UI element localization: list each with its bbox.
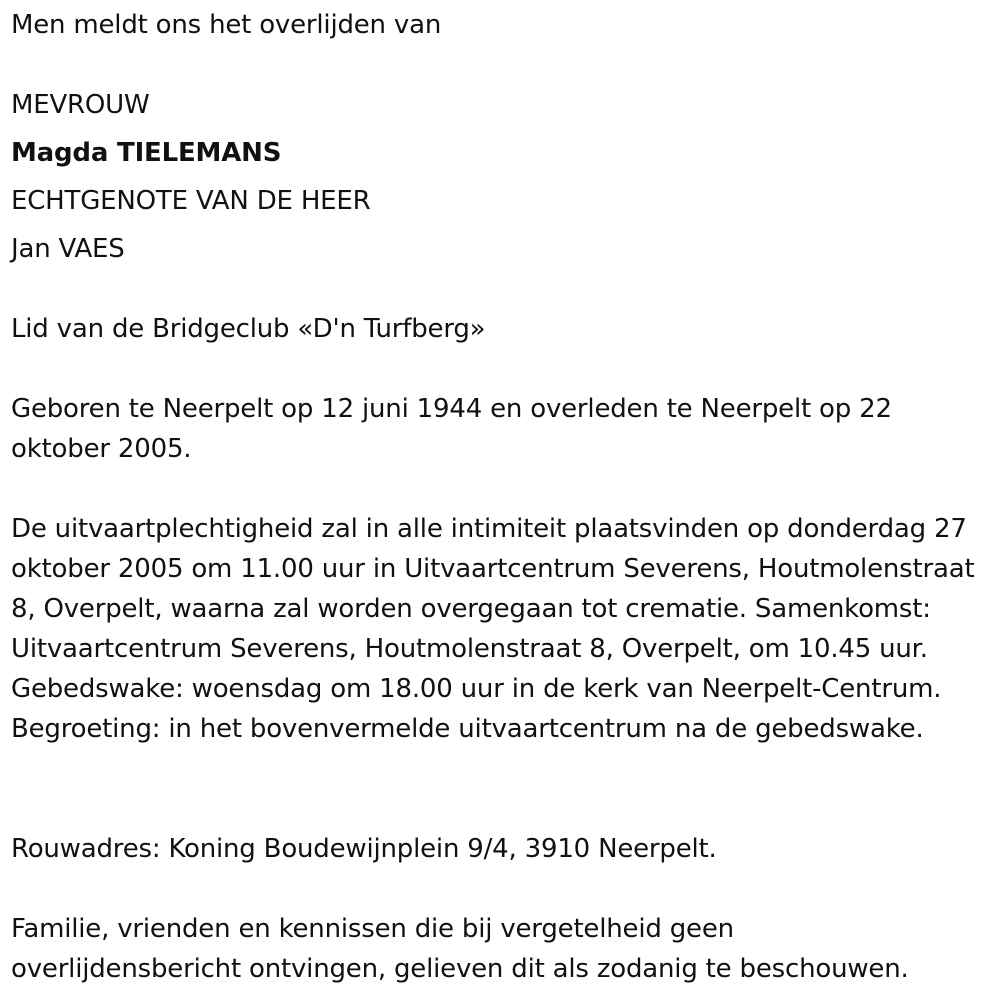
deceased-name: Magda TIELEMANS: [11, 138, 282, 168]
closing-text: Familie, vrienden en kennissen die bij vergetelheid geen overlijdensbericht ontvingen, gelieven dit als zodanig te beschouwen.: [11, 914, 909, 984]
intro-text: Men meldt ons het overlijden van: [11, 10, 442, 40]
title-prefix: MEVROUW: [11, 90, 150, 120]
relation-text: ECHTGENOTE VAN DE HEER: [11, 186, 371, 216]
spouse-name: Jan VAES: [11, 234, 125, 264]
mourning-address: Rouwadres: Koning Boudewijnplein 9/4, 3910 Neerpelt.: [11, 834, 717, 864]
birth-death-text: Geboren te Neerpelt op 12 juni 1944 en overleden te Neerpelt op 22 oktober 2005.: [11, 394, 892, 464]
membership-text: Lid van de Bridgeclub «D'n Turfberg»: [11, 314, 486, 344]
ceremony-text: De uitvaartplechtigheid zal in alle intimiteit plaatsvinden op donderdag 27 oktober 2005 om 11.00 uur in Uitvaartcentrum Severens, Houtmolenstraat 8, Overpelt, waarna zal worden overgegaan tot crematie. Samenkomst: Uitvaartcentrum Severens, Houtmolenstraat 8, Overpelt, om 10.45 uur. Gebedswake: woensdag om 18.00 uur in de kerk van Neerpelt-Centrum. Begroeting: in het bovenvermelde uitvaartcentrum na de gebedswake.: [11, 514, 975, 744]
